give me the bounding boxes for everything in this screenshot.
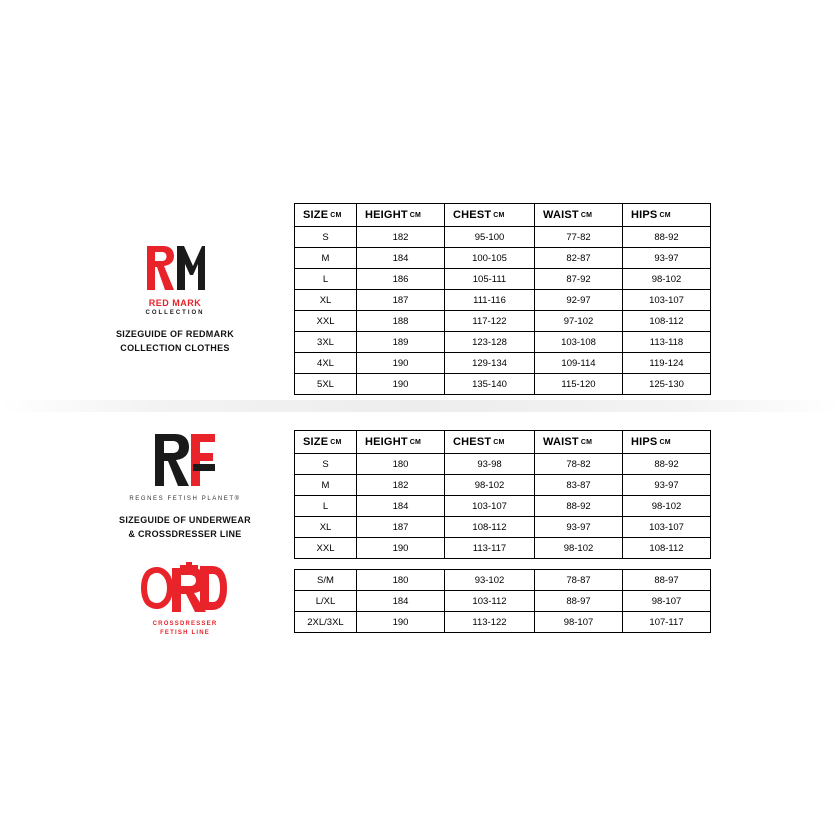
cell-waist: 115-120 bbox=[535, 374, 623, 395]
cell-hips: 98-102 bbox=[623, 269, 711, 290]
cell-hips: 103-107 bbox=[623, 517, 711, 538]
cell-height: 184 bbox=[357, 248, 445, 269]
table-row bbox=[295, 570, 711, 591]
section-rfp bbox=[0, 412, 840, 647]
cell-chest: 105-111 bbox=[445, 269, 535, 290]
cell-waist: 109-114 bbox=[535, 353, 623, 374]
cell-size: L bbox=[295, 269, 357, 290]
cell-waist: 82-87 bbox=[535, 248, 623, 269]
size-table-redmark bbox=[294, 203, 711, 395]
cell-size: S bbox=[295, 454, 357, 475]
cell-size: 2XL/3XL bbox=[295, 612, 357, 633]
cell-height: 182 bbox=[357, 475, 445, 496]
cell-chest: 98-102 bbox=[445, 475, 535, 496]
cell-waist: 97-102 bbox=[535, 311, 623, 332]
cell-waist: 78-82 bbox=[535, 454, 623, 475]
cell-height: 186 bbox=[357, 269, 445, 290]
header-waist: WAIST CM bbox=[535, 204, 623, 227]
red-mark-rm-monogram-icon bbox=[143, 240, 207, 292]
cell-waist: 88-97 bbox=[535, 591, 623, 612]
cell-waist: 87-92 bbox=[535, 269, 623, 290]
cell-chest: 93-102 bbox=[445, 570, 535, 591]
table-header-row bbox=[295, 431, 711, 454]
table-row bbox=[295, 454, 711, 475]
cell-hips: 119-124 bbox=[623, 353, 711, 374]
cell-height: 190 bbox=[357, 612, 445, 633]
table-row bbox=[295, 475, 711, 496]
cell-chest: 135-140 bbox=[445, 374, 535, 395]
cell-hips: 107-117 bbox=[623, 612, 711, 633]
cell-chest: 117-122 bbox=[445, 311, 535, 332]
cell-chest: 113-117 bbox=[445, 538, 535, 559]
table-row bbox=[295, 591, 711, 612]
caption-line-2: & CROSSDRESSER LINE bbox=[128, 528, 242, 539]
cell-size: M bbox=[295, 248, 357, 269]
cell-hips: 98-102 bbox=[623, 496, 711, 517]
cell-size: XXL bbox=[295, 538, 357, 559]
cell-chest: 129-134 bbox=[445, 353, 535, 374]
crossdresser-crd-monogram-icon bbox=[140, 560, 230, 616]
table-row bbox=[295, 353, 711, 374]
cell-chest: 103-112 bbox=[445, 591, 535, 612]
table-row bbox=[295, 227, 711, 248]
cell-hips: 88-97 bbox=[623, 570, 711, 591]
cell-hips: 113-118 bbox=[623, 332, 711, 353]
cell-size: M bbox=[295, 475, 357, 496]
cell-waist: 88-92 bbox=[535, 496, 623, 517]
table-row bbox=[295, 374, 711, 395]
header-height: HEIGHT CM bbox=[357, 204, 445, 227]
cell-hips: 88-92 bbox=[623, 454, 711, 475]
cell-chest: 95-100 bbox=[445, 227, 535, 248]
brand-name-redmark: RED MARK bbox=[148, 298, 202, 308]
table-row bbox=[295, 612, 711, 633]
brand-sub-collection: COLLECTION bbox=[145, 310, 205, 317]
size-table-underwear bbox=[294, 430, 711, 559]
section-divider bbox=[0, 400, 840, 412]
caption-line-1: SIZEGUIDE OF REDMARK bbox=[115, 329, 234, 340]
caption-line-1: SIZEGUIDE OF UNDERWEAR bbox=[119, 515, 251, 525]
cell-waist: 83-87 bbox=[535, 475, 623, 496]
cell-height: 184 bbox=[357, 496, 445, 517]
table-row bbox=[295, 269, 711, 290]
section-redmark bbox=[0, 185, 840, 400]
table-row bbox=[295, 496, 711, 517]
cell-waist: 77-82 bbox=[535, 227, 623, 248]
size-table-crossdresser bbox=[294, 569, 711, 633]
table-row bbox=[295, 248, 711, 269]
header-size: SIZE CM bbox=[295, 431, 357, 454]
cell-height: 190 bbox=[357, 374, 445, 395]
cell-size: XXL bbox=[295, 311, 357, 332]
cell-chest: 93-98 bbox=[445, 454, 535, 475]
cell-hips: 108-112 bbox=[623, 311, 711, 332]
header-size: SIZE CM bbox=[295, 204, 357, 227]
cell-size: L/XL bbox=[295, 591, 357, 612]
cell-height: 180 bbox=[357, 454, 445, 475]
cell-waist: 103-108 bbox=[535, 332, 623, 353]
cell-height: 188 bbox=[357, 311, 445, 332]
table-header-row bbox=[295, 204, 711, 227]
header-chest: CHEST CM bbox=[445, 431, 535, 454]
regnes-fetish-planet-rfp-monogram-icon bbox=[149, 430, 221, 488]
caption-line-2: COLLECTION CLOTHES bbox=[120, 342, 230, 353]
header-hips: HIPS CM bbox=[623, 204, 711, 227]
table-row bbox=[295, 517, 711, 538]
cell-size: 3XL bbox=[295, 332, 357, 353]
brand-block-crossdresser bbox=[95, 560, 275, 638]
cell-size: S/M bbox=[295, 570, 357, 591]
table-row bbox=[295, 311, 711, 332]
cell-hips: 98-107 bbox=[623, 591, 711, 612]
crd-tag-line-1: CROSSDRESSER bbox=[152, 621, 218, 627]
cell-waist: 92-97 bbox=[535, 290, 623, 311]
cell-height: 190 bbox=[357, 353, 445, 374]
cell-height: 187 bbox=[357, 517, 445, 538]
cell-waist: 93-97 bbox=[535, 517, 623, 538]
header-chest: CHEST CM bbox=[445, 204, 535, 227]
cell-size: S bbox=[295, 227, 357, 248]
brand-block-redmark bbox=[95, 240, 255, 355]
cell-chest: 108-112 bbox=[445, 517, 535, 538]
cell-hips: 125-130 bbox=[623, 374, 711, 395]
cell-size: 5XL bbox=[295, 374, 357, 395]
table-row bbox=[295, 290, 711, 311]
cell-hips: 108-112 bbox=[623, 538, 711, 559]
cell-size: 4XL bbox=[295, 353, 357, 374]
header-waist: WAIST CM bbox=[535, 431, 623, 454]
cell-height: 180 bbox=[357, 570, 445, 591]
cell-height: 182 bbox=[357, 227, 445, 248]
cell-size: XL bbox=[295, 290, 357, 311]
table-row bbox=[295, 538, 711, 559]
cell-waist: 98-107 bbox=[535, 612, 623, 633]
table-row bbox=[295, 332, 711, 353]
cell-hips: 93-97 bbox=[623, 475, 711, 496]
cell-height: 189 bbox=[357, 332, 445, 353]
brand-block-rfp bbox=[95, 430, 275, 541]
crd-tag-line-2: FETISH LINE bbox=[160, 630, 210, 636]
cell-chest: 111-116 bbox=[445, 290, 535, 311]
cell-height: 187 bbox=[357, 290, 445, 311]
cell-hips: 88-92 bbox=[623, 227, 711, 248]
header-hips: HIPS CM bbox=[623, 431, 711, 454]
cell-waist: 98-102 bbox=[535, 538, 623, 559]
cell-chest: 103-107 bbox=[445, 496, 535, 517]
header-height: HEIGHT CM bbox=[357, 431, 445, 454]
cell-chest: 113-122 bbox=[445, 612, 535, 633]
cell-height: 184 bbox=[357, 591, 445, 612]
cell-waist: 78-87 bbox=[535, 570, 623, 591]
cell-hips: 93-97 bbox=[623, 248, 711, 269]
cell-size: XL bbox=[295, 517, 357, 538]
cell-chest: 100-105 bbox=[445, 248, 535, 269]
cell-chest: 123-128 bbox=[445, 332, 535, 353]
cell-height: 190 bbox=[357, 538, 445, 559]
brand-tagline-rfp: REGNES FETISH PLANET® bbox=[129, 496, 241, 502]
cell-size: L bbox=[295, 496, 357, 517]
cell-hips: 103-107 bbox=[623, 290, 711, 311]
